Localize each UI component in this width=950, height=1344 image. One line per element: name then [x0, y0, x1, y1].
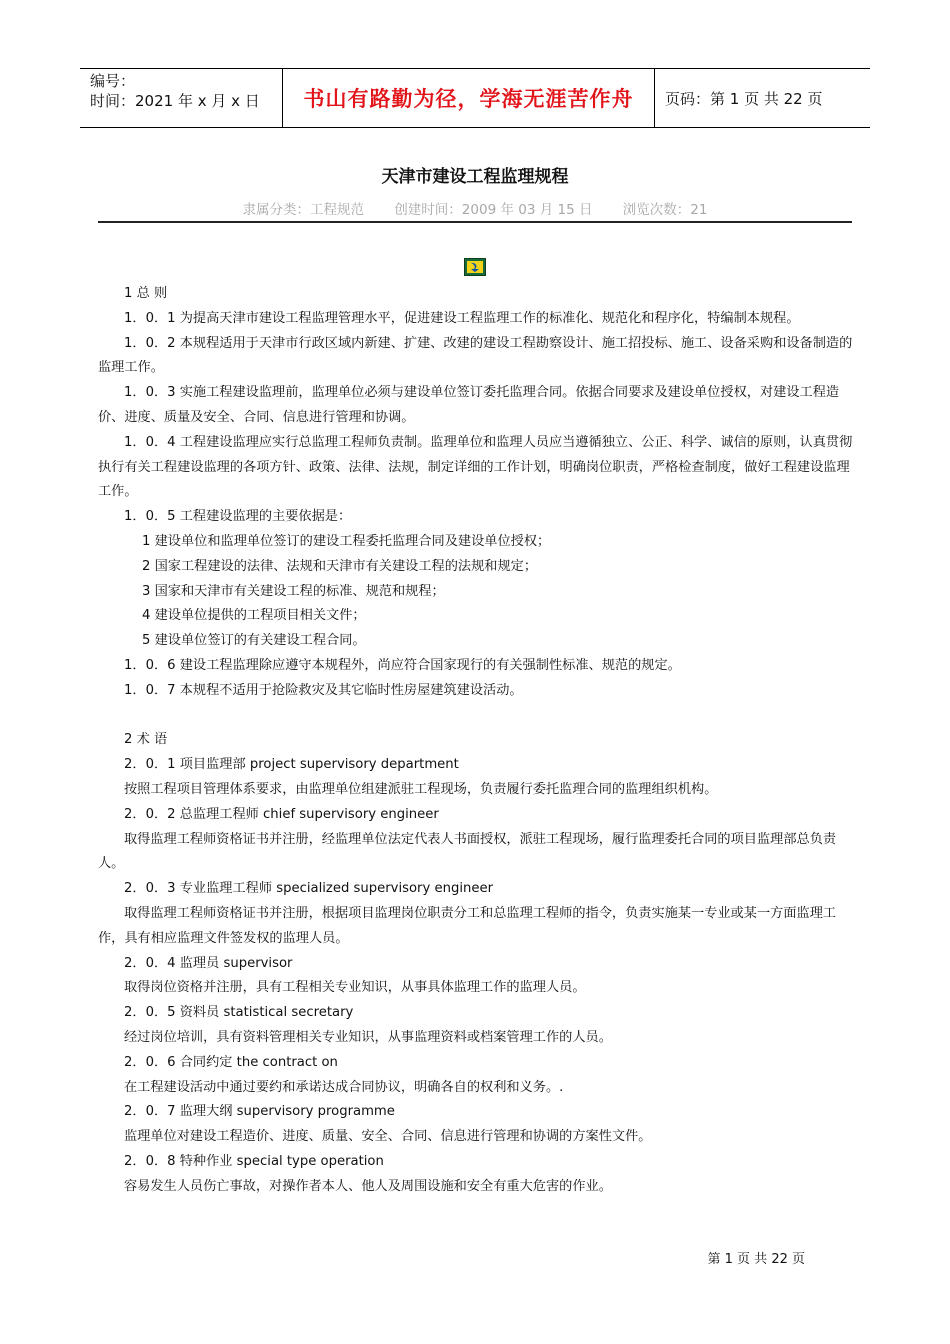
document-body [98, 282, 854, 1199]
term-heading: 2．0．8 特种作业 special type operation [124, 1153, 384, 1169]
term-definition: 按照工程项目管理体系要求，由监理单位组建派驻工程现场，负责履行委托监理合同的监理组织机构。 [124, 781, 718, 797]
list-item: 3 国家和天津市有关建设工程的标准、规范和规程； [142, 583, 445, 599]
term-definition: 经过岗位培训，具有资料管理相关专业知识，从事监理资料或档案管理工作的人员。 [124, 1029, 612, 1045]
page-title: 天津市建设工程监理规程 [381, 167, 569, 187]
word-document-icon[interactable] [464, 258, 486, 276]
section-heading: 1 总 则 [124, 286, 168, 301]
term-definition: 容易发生人员伤亡事故，对操作者本人、他人及周围设施和安全有重大危害的作业。 [124, 1178, 612, 1194]
term-heading: 2．0．5 资料员 statistical secretary [124, 1005, 354, 1021]
header-left-cell [80, 69, 282, 127]
paragraph: 1．0．1 为提高天津市建设工程监理管理水平，促进建设工程监理工作的标准化、规范化和程序化，特编制本规程。 [124, 310, 800, 326]
term-heading: 2．0．3 专业监理工程师 specialized supervisory engineer [124, 881, 493, 897]
term-heading: 2．0．4 监理员 supervisor [124, 955, 293, 971]
paragraph: 1．0．6 建设工程监理除应遵守本规程外，尚应符合国家现行的有关强制性标准、规范的规定。 [124, 657, 681, 673]
term-heading: 2．0．2 总监理工程师 chief supervisory engineer [124, 806, 439, 822]
list-item: 2 国家工程建设的法律、法规和天津市有关建设工程的法规和规定； [142, 558, 538, 574]
page-label: 页码：第 1 页 共 22 页 [665, 89, 823, 108]
title-divider [98, 221, 852, 223]
paragraph: 1．0．2 本规程适用于天津市行政区域内新建、扩建、改建的建设工程勘察设计、施工招投标、施工、设备采购和设备制造的监理工作。 [98, 335, 853, 376]
motto: 书山有路勤为径，学海无涯苦作舟 [282, 69, 655, 127]
document-header [80, 68, 870, 128]
time-label: 时间：2021 年 x 月 x 日 [90, 92, 260, 110]
views-label: 浏览次数：21 [622, 202, 708, 218]
created-label: 创建时间：2009 年 03 月 15 日 [394, 202, 593, 218]
number-label: 编号： [90, 72, 136, 90]
term-definition: 在工程建设活动中通过要约和承诺达成合同协议，明确各自的权利和义务。. [124, 1079, 564, 1095]
term-definition: 监理单位对建设工程造价、进度、质量、安全、合同、信息进行管理和协调的方案性文件。 [124, 1129, 652, 1145]
term-heading: 2．0．1 项目监理部 project supervisory department [124, 757, 459, 773]
page-footer: 第 1 页 共 22 页 [707, 1252, 805, 1267]
list-item: 1 建设单位和监理单位签订的建设工程委托监理合同及建设单位授权； [142, 533, 551, 549]
spacer [98, 704, 854, 729]
paragraph: 1．0．7 本规程不适用于抢险救灾及其它临时性房屋建筑建设活动。 [124, 682, 523, 698]
term-definition: 取得监理工程师资格证书并注册，根据项目监理岗位职责分工和总监理工程师的指令，负责实施某一专业或某一方面监理工作，具有相应监理文件签发权的监理人员。 [98, 905, 837, 946]
paragraph: 1．0．3 实施工程建设监理前，监理单位必须与建设单位签订委托监理合同。依据合同要求及建设单位授权，对建设工程造价、进度、质量及安全、合同、信息进行管理和协调。 [98, 385, 840, 425]
term-definition: 取得岗位资格并注册，具有工程相关专业知识，从事具体监理工作的监理人员。 [124, 980, 586, 996]
list-item: 4 建设单位提供的工程项目相关文件； [142, 608, 366, 624]
category-label: 隶属分类：工程规范 [242, 202, 365, 218]
paragraph: 1．0．4 工程建设监理应实行总监理工程师负责制。监理单位和监理人员应当遵循独立、公正、科学、诚信的原则，认真贯彻执行有关工程建设监理的各项方针、政策、法律、法规，制定详细的工作计划，明确岗位职责，严格检查制度，做好工程建设监理工作。 [98, 434, 853, 500]
list-item: 5 建设单位签订的有关建设工程合同。 [142, 633, 366, 649]
section-heading: 2 术 语 [124, 732, 168, 748]
term-definition: 取得监理工程师资格证书并注册，经监理单位法定代表人书面授权，派驻工程现场，履行监理委托合同的项目监理部总负责人。 [98, 831, 837, 872]
paragraph: 1．0．5 工程建设监理的主要依据是： [124, 509, 352, 525]
term-heading: 2．0．6 合同约定 the contract on [124, 1054, 338, 1070]
term-heading: 2．0．7 监理大纲 supervisory programme [124, 1104, 395, 1120]
doc-meta [0, 198, 950, 218]
